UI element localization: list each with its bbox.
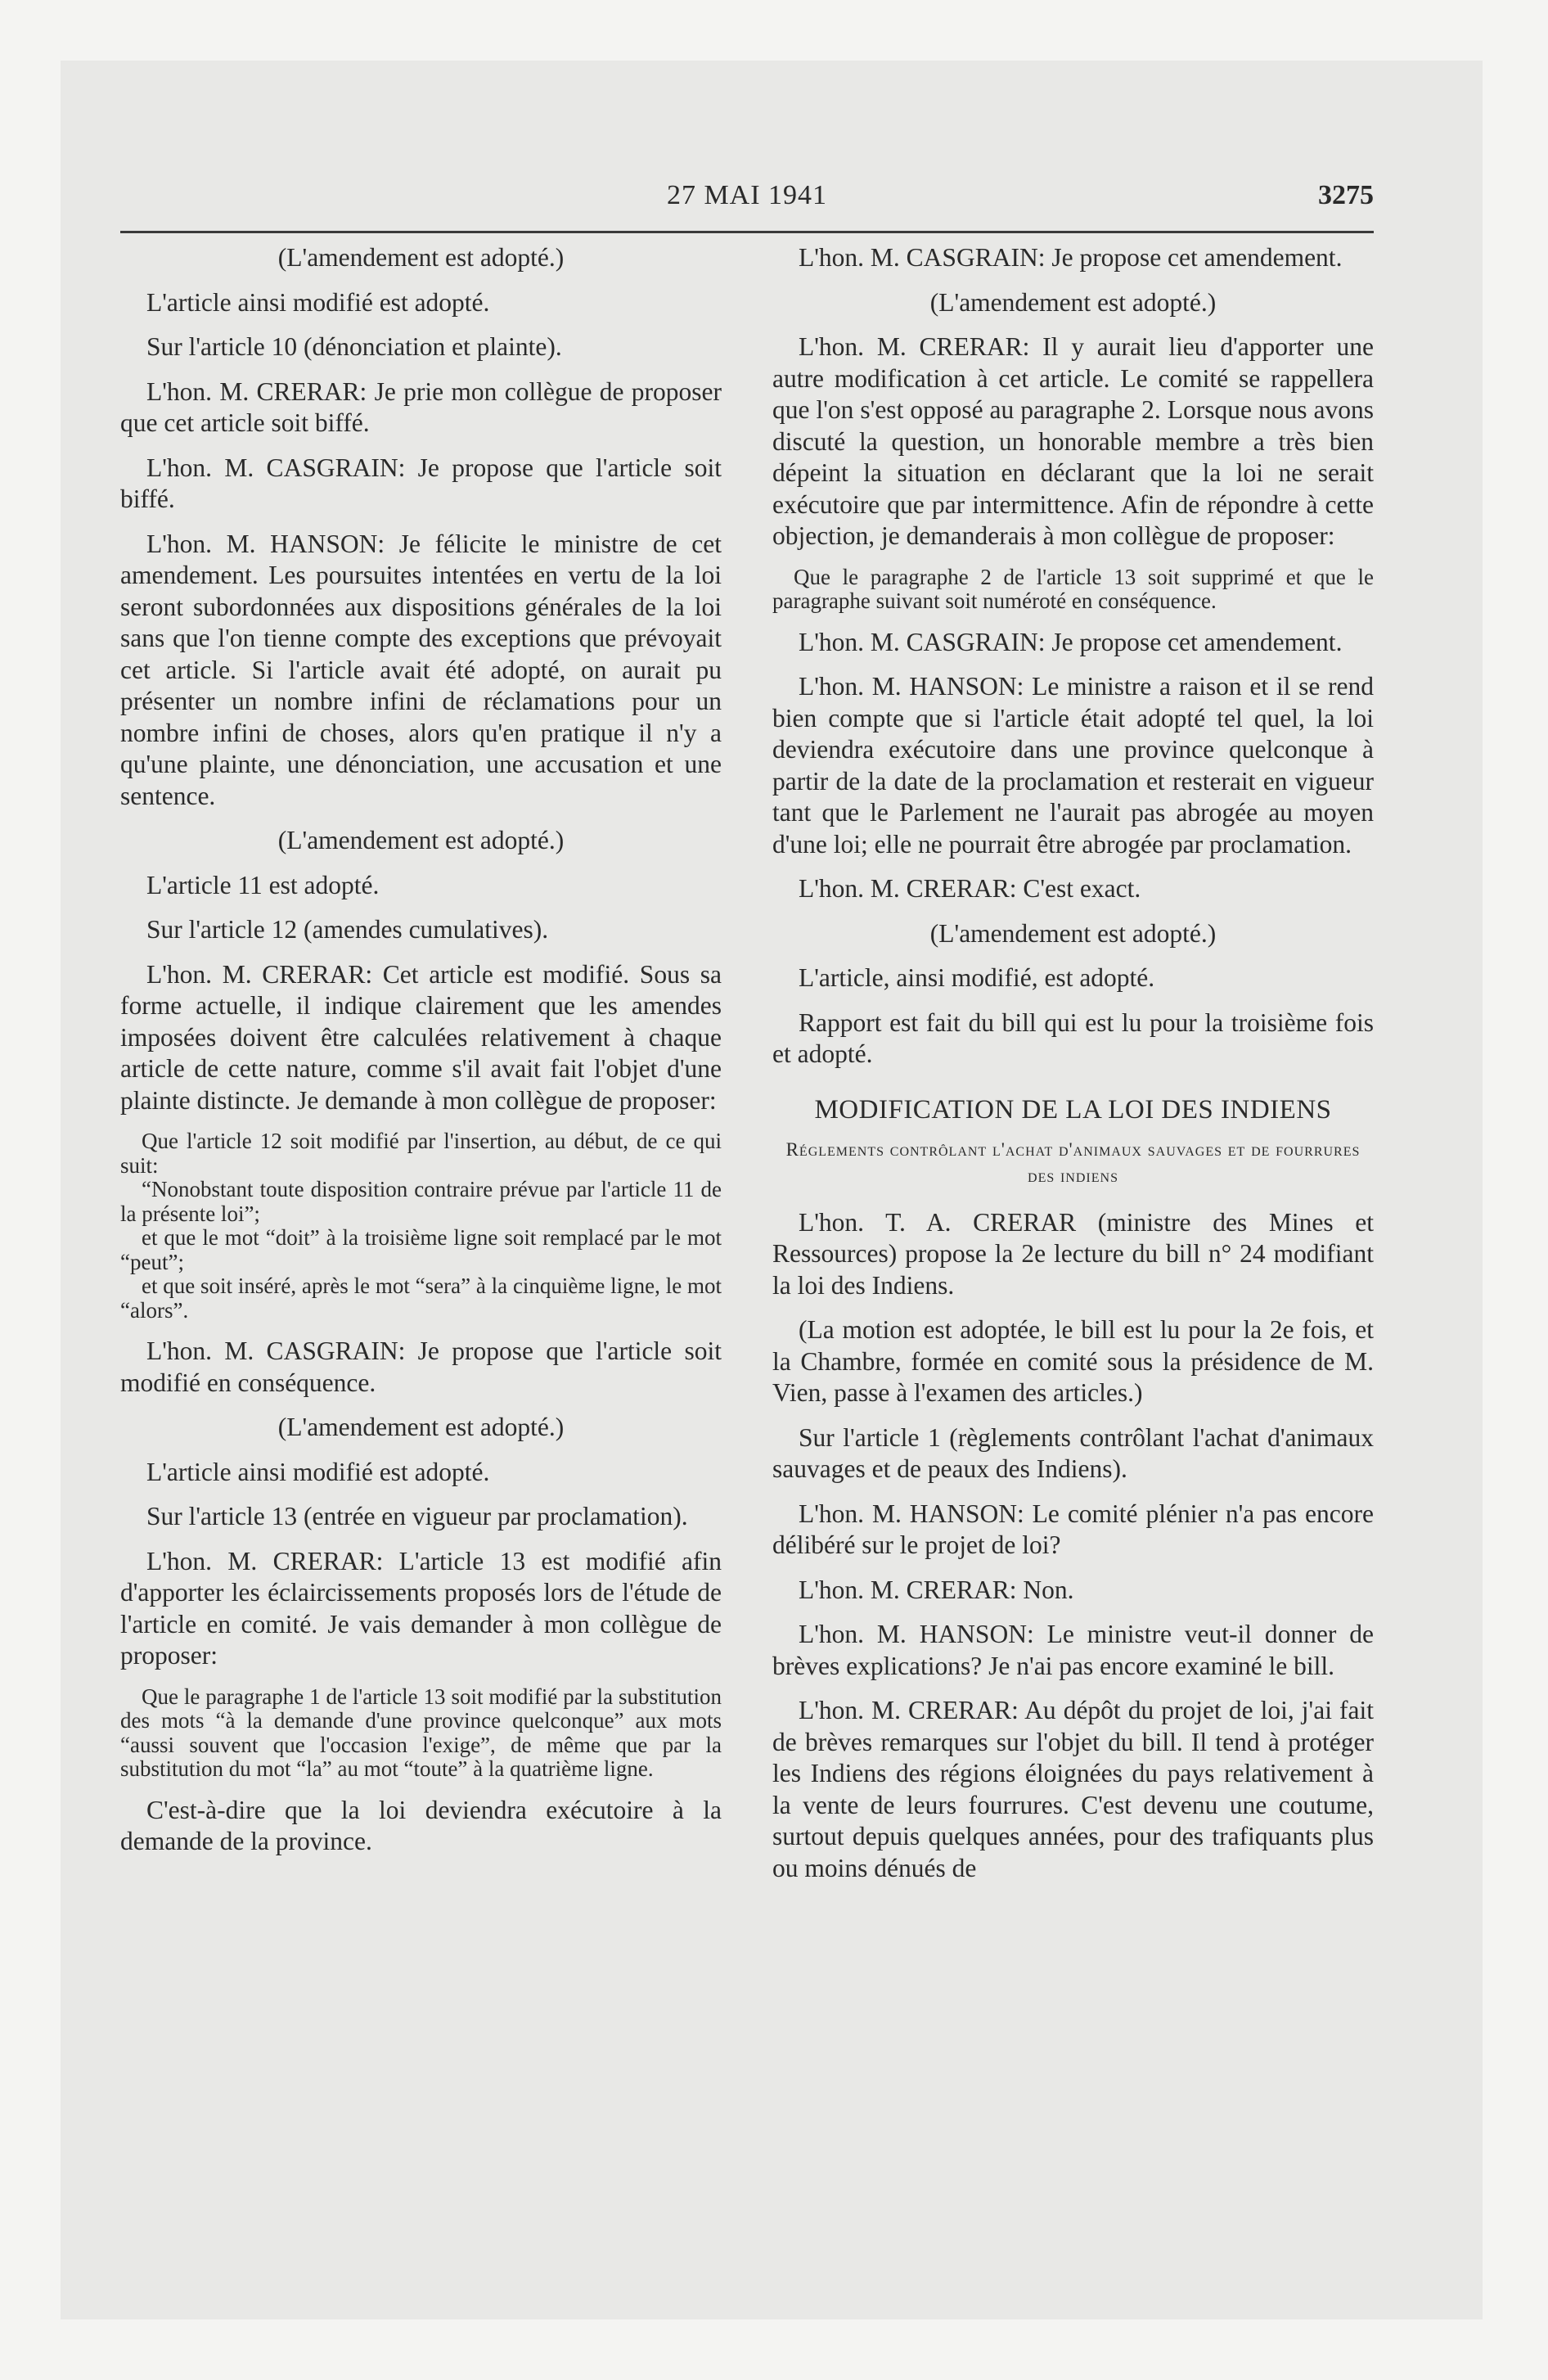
paragraph: L'hon. M. CASGRAIN: Je propose que l'article soit biffé. [120, 453, 722, 513]
paragraph: Sur l'article 10 (dénonciation et plainte). [146, 332, 562, 361]
motion-text: et que soit inséré, après le mot “sera” à la cinquième ligne, le mot “alors”. [120, 1273, 722, 1323]
paragraph: L'hon. M. CRERAR: Cet article est modifié. Sous sa forme actuelle, il indique clairement que les amendes imposées doivent être calculées relativement à chaque article de cette nature, comme s'il avait fait l'objet d'une plainte distincte. Je demande à mon collègue de proposer: [120, 959, 722, 1115]
motion-text: et que le mot “doit” à la troisième ligne soit remplacé par le mot “peut”; [120, 1225, 722, 1274]
procedural-note: (L'amendement est adopté.) [929, 918, 1217, 948]
paragraph: L'article ainsi modifié est adopté. [146, 287, 490, 317]
paragraph: L'article, ainsi modifié, est adopté. [799, 963, 1155, 992]
paragraph: Sur l'article 12 (amendes cumulatives). [146, 915, 549, 944]
paragraph: Sur l'article 1 (règlements contrôlant l'achat d'animaux sauvages et de peaux des Indiens). [772, 1422, 1374, 1483]
paragraph: L'hon. M. HANSON: Je félicite le ministre de cet amendement. Les poursuites intentées en vertu de la loi seront subordonnées aux dispositions générales de la loi sans que l'on tienne compte des exceptions que prévoyait cet article. Si l'article avait été adopté, on aurait pu présenter un nombre infini de réclamations pour un nombre infini de choses, alors qu'en pratique il n'y a qu'une plainte, une dénonciation, une accusation et une sentence. [120, 529, 722, 810]
section-subheading: Réglements contrôlant l'achat d'animaux sauvages et de fourrures des indiens [785, 1138, 1361, 1186]
motion-text: Que l'article 12 soit modifié par l'insertion, au début, de ce qui suit: [120, 1129, 722, 1178]
procedural-note: (L'amendement est adopté.) [929, 287, 1217, 317]
quoted-motion [120, 1685, 722, 1782]
paragraph: Sur l'article 13 (entrée en vigueur par proclamation). [146, 1502, 688, 1530]
section-heading: MODIFICATION DE LA LOI DES INDIENS [814, 1094, 1332, 1125]
paragraph: L'hon. M. CASGRAIN: Je propose cet amendement. [799, 243, 1343, 272]
paragraph: L'hon. M. HANSON: Le ministre veut-il donner de brèves explications? Je n'ai pas encore examiné le bill. [772, 1620, 1374, 1680]
header-date: 27 MAI 1941 [666, 180, 828, 210]
paragraph: L'hon. M. HANSON: Le ministre a raison et il se rend bien compte que si l'article était adopté tel quel, la loi deviendra exécutoire dans une province quelconque à partir de la date de la proclamation et resterait en vigueur tant que le Parlement ne l'aurait pas abrogée au moyen d'une loi; elle ne pourrait être abrogée par proclamation. [772, 672, 1374, 859]
paragraph: L'hon. M. CRERAR: L'article 13 est modifié afin d'apporter les éclaircissements proposés lors de l'étude de l'article en comité. Je vais demander à mon collègue de proposer: [120, 1546, 722, 1670]
motion-text: “Nonobstant toute disposition contraire prévue par l'article 11 de la présente loi”; [120, 1177, 722, 1226]
paragraph: L'hon. M. CRERAR: C'est exact. [799, 874, 1141, 903]
procedural-note: (L'amendement est adopté.) [277, 243, 565, 272]
procedural-note: (L'amendement est adopté.) [277, 826, 565, 854]
paragraph: L'hon. M. HANSON: Le comité plénier n'a pas encore délibéré sur le projet de loi? [772, 1499, 1374, 1559]
header-rule [120, 231, 1374, 233]
paragraph: L'hon. M. CASGRAIN: Je propose que l'article soit modifié en conséquence. [120, 1336, 722, 1397]
procedural-note: (L'amendement est adopté.) [277, 1413, 565, 1441]
paragraph: L'hon. T. A. CRERAR (ministre des Mines et Ressources) propose la 2e lecture du bill n° 24 modifiant la loi des Indiens. [772, 1207, 1374, 1300]
paragraph: L'hon. M. CRERAR: Je prie mon collègue de proposer que cet article soit biffé. [120, 376, 722, 437]
quoted-motion [772, 566, 1374, 614]
paragraph: L'hon. M. CRERAR: Non. [799, 1575, 1074, 1604]
paragraph: L'article 11 est adopté. [146, 870, 380, 899]
paragraph: C'est-à-dire que la loi deviendra exécutoire à la demande de la province. [120, 1795, 722, 1855]
motion-text: Que le paragraphe 1 de l'article 13 soit modifié par la substitution des mots “à la demande d'une province quelconque” aux mots “aussi souvent que l'occasion l'exige”, de même que par la substitution du mot “la” au mot “toute” à la quatrième ligne. [120, 1684, 722, 1781]
motion-text: Que le paragraphe 2 de l'article 13 soit supprimé et que le paragraphe suivant soit numéroté en conséquence. [772, 564, 1374, 613]
paragraph: L'hon. M. CASGRAIN: Je propose cet amendement. [799, 627, 1343, 656]
quoted-motion [120, 1129, 722, 1323]
left-column [120, 242, 722, 1871]
paragraph: L'article ainsi modifié est adopté. [146, 1457, 490, 1486]
page-number: 3275 [1318, 180, 1374, 210]
paragraph: L'hon. M. CRERAR: Au dépôt du projet de loi, j'ai fait de brèves remarques sur l'objet du bill. Il tend à protéger les Indiens des régions éloignées du pays relativement à la vente de leurs fourrures. C'est devenu une coutume, surtout depuis quelques années, pour des trafiquants plus ou moins dénués de [772, 1696, 1374, 1882]
page-header [120, 180, 1374, 229]
right-column [772, 242, 1374, 1897]
paragraph: Rapport est fait du bill qui est lu pour la troisième fois et adopté. [772, 1007, 1374, 1068]
paragraph: L'hon. M. CRERAR: Il y aurait lieu d'apporter une autre modification à cet article. Le comité se rappellera que l'on s'est opposé au paragraphe 2. Lorsque nous avons discuté la question, un honorable membre a très bien dépeint la situation en déclarant que la loi ne serait exécutoire que par intermittence. Afin de répondre à cette objection, je demanderais à mon collègue de proposer: [772, 332, 1374, 550]
paragraph: (La motion est adoptée, le bill est lu pour la 2e fois, et la Chambre, formée en comité sous la présidence de M. Vien, passe à l'examen des articles.) [772, 1315, 1374, 1407]
